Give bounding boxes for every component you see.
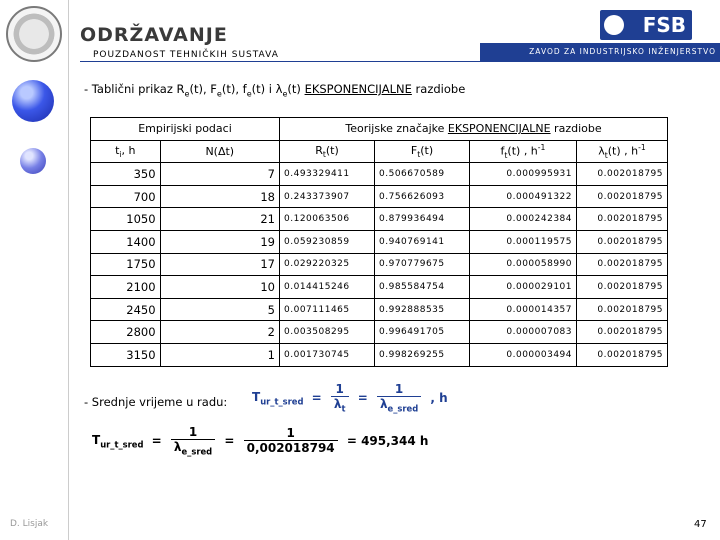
formula1-fraction2: $\frac{1}{\lambda_{e\_sred}}$: [377, 382, 421, 413]
table-row: [91, 230, 668, 253]
cell-ti: 1050: [91, 208, 161, 231]
table-row: [91, 321, 668, 344]
slide-title: ODRŽAVANJE: [80, 24, 228, 46]
mean-time-label: - Srednje vrijeme u radu:: [84, 395, 228, 409]
cell-lambda: 0.002018795: [577, 185, 668, 208]
cell-ti: 1400: [91, 230, 161, 253]
cell-r: 0.029220325: [280, 253, 375, 276]
formula1-fraction1: $\frac{1}{\lambda_t}$: [331, 382, 349, 413]
formula2-lhs: $T_{ur\_t\_sred}$: [92, 432, 144, 449]
table-row: [91, 185, 668, 208]
cell-f: 0.998269255: [375, 343, 470, 366]
cell-lambda: 0.002018795: [577, 276, 668, 299]
cell-fd: 0.000029101: [470, 276, 577, 299]
cell-lambda: 0.002018795: [577, 298, 668, 321]
cell-n: 19: [160, 230, 279, 253]
blue-sphere-icon: [12, 80, 54, 122]
cell-n: 5: [160, 298, 279, 321]
fsb-logo: [600, 10, 692, 40]
cell-ti: 2450: [91, 298, 161, 321]
cell-r: 0.243373907: [280, 185, 375, 208]
fsb-logo-text: FSB: [642, 13, 686, 37]
cell-ti: 1750: [91, 253, 161, 276]
cell-fd: 0.000119575: [470, 230, 577, 253]
col-header-n: N(Δt): [160, 140, 279, 163]
table-row: [91, 253, 668, 276]
cell-r: 0.007111465: [280, 298, 375, 321]
cell-ti: 2100: [91, 276, 161, 299]
cell-r: 0.001730745: [280, 343, 375, 366]
table-row: [91, 276, 668, 299]
cell-n: 21: [160, 208, 279, 231]
left-strip: [0, 0, 69, 540]
cell-f: 0.992888535: [375, 298, 470, 321]
cell-ti: 350: [91, 163, 161, 186]
table-row: [91, 343, 668, 366]
fsb-logo-mark-icon: [604, 15, 624, 35]
cell-r: 0.493329411: [280, 163, 375, 186]
col-header-r: $R_t(t)$: [280, 140, 375, 163]
cell-r: 0.120063506: [280, 208, 375, 231]
col-header-lambda: $\lambda_t(t)$ , $h^{-1}$: [577, 140, 668, 163]
intro-text: - Tablični prikaz $R_e(t)$, $F_e(t)$, $f_e(t)$ i $\lambda_e(t)$ EKSPONENCIJALNE razdiobe: [84, 82, 466, 99]
header-divider: [80, 61, 720, 62]
table-body: [91, 163, 668, 366]
cell-fd: 0.000995931: [470, 163, 577, 186]
cell-fd: 0.000058990: [470, 253, 577, 276]
cell-f: 0.879936494: [375, 208, 470, 231]
cell-f: 0.996491705: [375, 321, 470, 344]
formula2-fraction1: $\frac{1}{\lambda_{e\_sred}}$: [171, 425, 215, 456]
cell-n: 17: [160, 253, 279, 276]
cell-lambda: 0.002018795: [577, 253, 668, 276]
header-theoretical: Teorijske značajke EKSPONENCIJALNE razdiobe: [280, 118, 668, 141]
cell-lambda: 0.002018795: [577, 208, 668, 231]
department-band: ZAVOD ZA INDUSTRIJSKO INŽENJERSTVO: [480, 43, 720, 61]
university-seal-logo: [6, 6, 62, 62]
cell-ti: 3150: [91, 343, 161, 366]
cell-lambda: 0.002018795: [577, 163, 668, 186]
table-row: [91, 208, 668, 231]
cell-f: 0.756626093: [375, 185, 470, 208]
cell-f: 0.940769141: [375, 230, 470, 253]
cell-r: 0.003508295: [280, 321, 375, 344]
formula2-fraction2: $\frac{1}{0,002018794}$: [244, 426, 338, 455]
cell-n: 18: [160, 185, 279, 208]
cell-r: 0.014415246: [280, 276, 375, 299]
slide-subtitle: POUZDANOST TEHNIČKIH SUSTAVA: [93, 50, 279, 60]
cell-n: 2: [160, 321, 279, 344]
cell-fd: 0.000242384: [470, 208, 577, 231]
table-row: [91, 163, 668, 186]
col-header-f: $F_t(t)$: [375, 140, 470, 163]
cell-fd: 0.000003494: [470, 343, 577, 366]
cell-n: 7: [160, 163, 279, 186]
cell-f: 0.970779675: [375, 253, 470, 276]
formula1-lhs: $T_{ur\_t\_sred}$: [252, 389, 304, 406]
distribution-table: [90, 117, 668, 367]
cell-lambda: 0.002018795: [577, 230, 668, 253]
cell-n: 1: [160, 343, 279, 366]
cell-ti: 700: [91, 185, 161, 208]
table-row: [91, 298, 668, 321]
cell-lambda: 0.002018795: [577, 343, 668, 366]
cell-f: 0.506670589: [375, 163, 470, 186]
cell-fd: 0.000007083: [470, 321, 577, 344]
mean-time-formula: $T_{ur\_t\_sred}$ = $\frac{1}{\lambda_t}$ = $\frac{1}{\lambda_{e\_sred}}$ , h: [252, 382, 448, 414]
col-header-ti: $t_i$, h: [91, 140, 161, 163]
cell-fd: 0.000491322: [470, 185, 577, 208]
cell-r: 0.059230859: [280, 230, 375, 253]
cell-fd: 0.000014357: [470, 298, 577, 321]
cell-n: 10: [160, 276, 279, 299]
header-empirical: Empirijski podaci: [91, 118, 280, 141]
mean-time-calculation: $T_{ur\_t\_sred}$ = $\frac{1}{\lambda_{e\_sred}}$ = $\frac{1}{0,002018794}$ = 495,344 h: [92, 425, 429, 457]
col-header-fd: $f_t(t)$ , $h^{-1}$: [470, 140, 577, 163]
cell-f: 0.985584754: [375, 276, 470, 299]
page-number: 47: [694, 519, 707, 530]
cell-ti: 2800: [91, 321, 161, 344]
small-blue-sphere-icon: [20, 148, 46, 174]
cell-lambda: 0.002018795: [577, 321, 668, 344]
footer-author: D. Lisjak: [10, 519, 49, 529]
formula2-result: = 495,344 h: [346, 433, 429, 448]
